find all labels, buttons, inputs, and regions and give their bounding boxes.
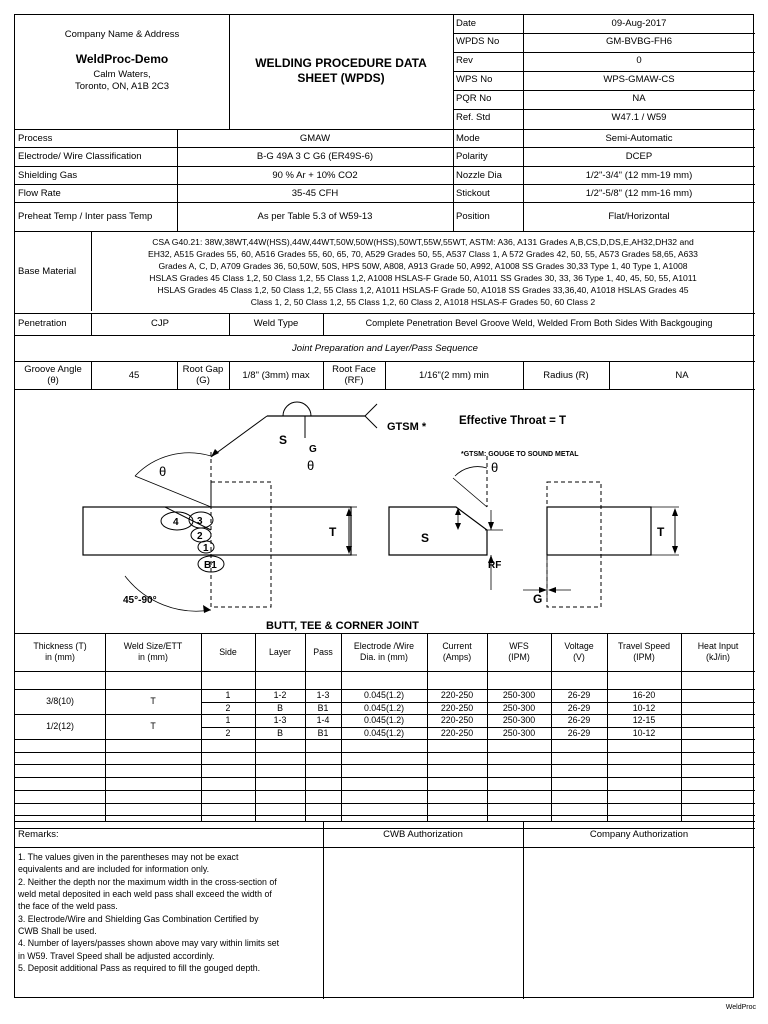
dashed-member [211, 482, 271, 607]
table-cell: 220-250 [440, 715, 474, 725]
divider [453, 90, 755, 91]
groove-angle-arc [455, 467, 487, 476]
remark-line: 3. Electrode/Wire and Shielding Gas Combination Certified by [18, 914, 259, 924]
table-rule [15, 739, 755, 740]
divider [453, 33, 755, 34]
divider [229, 15, 230, 129]
weld-size-value: T [150, 721, 156, 731]
remarks-label: Remarks: [18, 829, 59, 840]
polarity-value: DCEP [625, 151, 653, 162]
base-material-line: Grades A, C, D, A709 Grades 36, 50,50W, 50S, HPS 50W, A808, A913 Grade 50, A992, A1008 SS Grades 30,33 Type 1, 40 Type 1, A1008 [158, 261, 688, 271]
arrow-head-icon [672, 546, 678, 554]
company-address-line1: Calm Waters, [93, 69, 151, 80]
table-header: Current [442, 641, 472, 651]
pass-1-label: 1 [203, 543, 209, 554]
pass-3-label: 3 [197, 516, 203, 527]
electrode-label: Electrode/ Wire Classification [18, 151, 142, 162]
cwb-authorization-label: CWB Authorization [383, 829, 463, 840]
divider [453, 52, 755, 53]
t-label: T [657, 525, 665, 539]
table-cell: 250-300 [502, 690, 536, 700]
divider [15, 147, 755, 148]
table-header: Pass [313, 647, 333, 657]
left-plate [83, 507, 351, 555]
table-header: Voltage [564, 641, 594, 651]
remark-line: the face of the weld pass. [18, 901, 118, 911]
table-cell: 250-300 [502, 702, 536, 713]
table-cell: B [277, 702, 283, 713]
arrow-leader [211, 416, 267, 457]
table-rule [15, 790, 755, 791]
table-cell: B [277, 727, 283, 738]
table-cell: 1 [225, 690, 231, 700]
arrow-head-icon [455, 508, 461, 515]
tail-line-lower [365, 416, 377, 428]
meta-value-pqr: NA [632, 93, 646, 104]
table-cell: 12-15 [632, 715, 656, 725]
base-material-line: HSLAS Grades 45 Class 1,2, 50 Class 1,2, 55 Class 1,2, A1011 HSLAS-F Grade 50, A1018 SS Grades 33,36,40, A1018 HSLAS Grades 45 [157, 285, 689, 295]
t-label: T [329, 525, 337, 539]
company-address-line2: Toronto, ON, A1B 2C3 [75, 81, 169, 92]
table-header: Travel Speed [618, 641, 670, 651]
remark-line: CWB Shall be used. [18, 926, 97, 936]
s-label: S [279, 433, 288, 447]
company-authorization-label: Company Authorization [589, 829, 689, 840]
table-header: Weld Size/ETT [123, 641, 183, 651]
electrode-value: B-G 49A 3 C G6 (ER49S-6) [256, 151, 374, 162]
divider [453, 129, 454, 231]
table-header: WFS [509, 641, 529, 651]
arrow-head-icon [211, 449, 219, 457]
table-rule [15, 689, 755, 690]
remark-line: in W59. Travel Speed shall be adjusted accordinly. [18, 951, 215, 961]
gtsm-label: GTSM * [387, 421, 427, 433]
table-cell: 2 [225, 727, 231, 738]
meta-value-refstd: W47.1 / W59 [611, 112, 667, 123]
remark-line: 5. Deposit additional Pass as required to fill the gouged depth. [18, 963, 261, 973]
joint-prep-title: Joint Preparation and Layer/Pass Sequence [292, 343, 478, 354]
base-material-line: Class 1, 2, 50 Class 1,2, 55 Class 1,2, 60 Class 2, A1018 HSLAS-F Grades 50, 60 Class 2 [250, 297, 596, 307]
bevel-plate [389, 507, 487, 555]
table-cell: 1-3 [316, 690, 330, 700]
meta-value-wps: WPS-GMAW-CS [603, 74, 675, 85]
table-cell: 1 [225, 715, 231, 725]
meta-label-pqr: PQR No [456, 93, 492, 104]
footer-brand: WeldProc [725, 1004, 756, 1011]
process-value: GMAW [299, 133, 331, 144]
sheet-title-line2: SHEET (WPDS) [297, 71, 385, 85]
radius-value: NA [675, 370, 689, 381]
meta-value-date: 09-Aug-2017 [611, 18, 667, 29]
table-header: (Amps) [442, 652, 472, 662]
divider [15, 231, 755, 232]
table-cell: 10-12 [632, 702, 656, 713]
table-cell: 0.045(1.2) [363, 715, 405, 725]
table-cell: 10-12 [632, 727, 656, 738]
table-cell: 250-300 [502, 715, 536, 725]
table-header: in (mm) [45, 652, 75, 662]
divider [15, 313, 755, 314]
table-header: (V) [573, 652, 585, 662]
shielding-gas-value: 90 % Ar + 10% CO2 [272, 170, 358, 181]
company-name: WeldProc-Demo [75, 52, 169, 66]
root-gap-label: Root Gap [182, 364, 224, 375]
wpds-sheet [14, 14, 754, 998]
divider [15, 129, 755, 130]
table-cell: 0.045(1.2) [363, 727, 405, 738]
meta-value-rev: 0 [636, 55, 642, 66]
table-cell: 16-20 [632, 690, 656, 700]
remark-line: equivalents and are included for information only. [18, 864, 210, 874]
thickness-value: 1/2(12) [46, 721, 74, 731]
stickout-value: 1/2"-5/8" (12 mm-16 mm) [585, 188, 693, 199]
groove-angle-label: Groove Angle [24, 364, 82, 375]
divider [15, 335, 755, 336]
pass-2-label: 2 [197, 531, 203, 542]
remark-line: 1. The values given in the parentheses may not be exact [18, 852, 239, 862]
table-cell: B1 [317, 702, 329, 713]
base-material-label: Base Material [18, 266, 77, 277]
table-cell: 220-250 [440, 727, 474, 738]
table-header: Layer [268, 647, 291, 657]
table-header: (IPM) [508, 652, 530, 662]
meta-value-wpds: GM-BVBG-FH6 [606, 36, 672, 47]
table-cell: 1-3 [273, 715, 287, 725]
shielding-gas-label: Shielding Gas [18, 170, 78, 181]
theta-label: θ [307, 458, 315, 473]
sheet-title-line1: WELDING PROCEDURE DATA [255, 56, 427, 70]
table-header: Electrode /Wire [353, 641, 415, 651]
bevel-symbol [283, 402, 311, 416]
table-header: (kJ/in) [706, 652, 730, 662]
root-gap-symbol: (G) [196, 375, 210, 386]
angle-range-label: 45°-90° [123, 595, 157, 606]
table-cell: 250-300 [502, 727, 536, 738]
table-rule [15, 764, 755, 765]
polarity-label: Polarity [456, 151, 488, 162]
divider [15, 184, 755, 185]
pass-4-label: 4 [173, 517, 179, 528]
divider [15, 821, 755, 822]
table-header: Dia. in (mm) [360, 652, 408, 662]
arrow-head-icon [548, 587, 556, 593]
root-gap-value: 1/8" (3mm) max [242, 370, 310, 381]
mode-value: Semi-Automatic [605, 133, 673, 144]
weld-type-value: Complete Penetration Bevel Groove Weld, Welded From Both Sides With Backgouging [365, 318, 713, 328]
base-material-line: EH32, A515 Grades 55, 60, A516 Grades 55, 60, 65, 70, A529 Grades 50, 55, A537 Class 1, A 572 Grades 42, 50, 55, A573 Grades 58,65, A633 [148, 249, 698, 259]
stickout-label: Stickout [456, 188, 490, 199]
divider [15, 847, 755, 848]
weld-size-value: T [150, 696, 156, 706]
table-cell: 2 [225, 702, 231, 713]
table-cell: 220-250 [440, 690, 474, 700]
pass-b1-label: B1 [204, 560, 217, 571]
table-header: Side [219, 647, 237, 657]
table-cell: 0.045(1.2) [363, 690, 405, 700]
remark-line: 4. Number of layers/passes shown above may vary within limits set [18, 938, 280, 948]
root-face-symbol: (RF) [344, 375, 364, 386]
effective-throat-label: Effective Throat = T [459, 415, 567, 427]
table-cell: 1-2 [273, 690, 287, 700]
g-label: G [533, 592, 543, 606]
base-material-line: CSA G40.21: 38W,38WT,44W(HSS),44W,44WT,50W,50W(HSS),50WT,55W,55WT, ASTM: A36, A131 Grades A,B,CS,D,DS,E,AH32,DH32 and [152, 237, 694, 247]
meta-label-wpds: WPDS No [456, 36, 500, 47]
root-face-label: Root Face [332, 364, 376, 375]
thickness-value: 3/8(10) [46, 696, 74, 706]
table-rule [15, 671, 755, 672]
table-header: in (mm) [138, 652, 168, 662]
penetration-value: CJP [151, 318, 169, 329]
nozzle-dia-value: 1/2"-3/4" (12 mm-19 mm) [585, 170, 693, 181]
preheat-label: Preheat Temp / Inter pass Temp [18, 211, 153, 222]
company-label: Company Name & Address [64, 29, 180, 40]
meta-label-date: Date [456, 18, 477, 29]
meta-label-rev: Rev [456, 55, 473, 66]
divider [15, 166, 755, 167]
table-cell: 1-4 [316, 715, 330, 725]
table-header: Thickness (T) [33, 641, 87, 651]
remark-line: 2. Neither the depth nor the maximum width in the cross-section of [18, 877, 277, 887]
bevel-line [165, 507, 211, 530]
rf-label: RF [488, 560, 502, 571]
flow-rate-value: 35-45 CFH [291, 188, 339, 199]
joint-caption: BUTT, TEE & CORNER JOINT [266, 620, 419, 632]
table-cell: 26-29 [567, 727, 591, 738]
groove-angle-line [135, 476, 211, 507]
nozzle-dia-label: Nozzle Dia [456, 170, 502, 181]
position-value: Flat/Horizontal [608, 211, 670, 222]
g-label: G [309, 444, 317, 455]
flow-rate-label: Flow Rate [18, 188, 61, 199]
mode-label: Mode [456, 133, 480, 144]
parameter-table [15, 633, 755, 821]
table-rule [15, 815, 755, 816]
gtsm-note: *GTSM: GOUGE TO SOUND METAL [461, 451, 579, 458]
table-header: Heat Input [697, 641, 739, 651]
groove-angle-symbol: (θ) [47, 375, 59, 386]
groove-angle-arc [135, 453, 211, 476]
meta-label-wps: WPS No [456, 74, 493, 85]
table-cell: 0.045(1.2) [363, 702, 405, 713]
tail-line-upper [365, 404, 377, 416]
table-rule [15, 803, 755, 804]
table-cell: 26-29 [567, 690, 591, 700]
theta-label: θ [491, 460, 499, 475]
s-label: S [421, 531, 430, 545]
arrow-head-icon [488, 522, 494, 530]
table-rule [15, 752, 755, 753]
process-label: Process [18, 133, 53, 144]
table-header: (IPM) [633, 652, 655, 662]
table-cell: 26-29 [567, 715, 591, 725]
preheat-value: As per Table 5.3 of W59-13 [257, 211, 373, 222]
divider [453, 71, 755, 72]
table-cell: B1 [317, 727, 329, 738]
base-material-line: HSLAS Grades 45 Class 1,2, 50 Class 1,2, 55 Class 1,2, A1008 HSLAS-F Grade 50, A1011 SS Grades 30, 33, 36 Type 1, 40, 45, 50, 55, A1011 [149, 273, 697, 283]
table-rule [15, 777, 755, 778]
arrow-head-icon [203, 605, 211, 613]
position-label: Position [456, 211, 490, 222]
groove-angle-line [453, 478, 487, 507]
root-face-value: 1/16"(2 mm) min [419, 370, 489, 381]
table-cell: 26-29 [567, 702, 591, 713]
remark-line: weld metal deposited in each weld pass shall exceed the width of [18, 889, 272, 899]
meta-label-refstd: Ref. Std [456, 112, 491, 123]
right-plate [547, 507, 651, 555]
theta-label: θ [159, 464, 167, 479]
table-cell: 220-250 [440, 702, 474, 713]
penetration-label: Penetration [18, 318, 67, 329]
divider [453, 109, 755, 110]
groove-angle-value: 45 [128, 370, 140, 381]
arrow-head-icon [455, 523, 461, 530]
radius-label: Radius (R) [543, 370, 589, 381]
joint-diagram [15, 390, 755, 632]
divider [15, 202, 755, 203]
weld-type-label: Weld Type [253, 318, 299, 329]
arrow-head-icon [672, 508, 678, 516]
